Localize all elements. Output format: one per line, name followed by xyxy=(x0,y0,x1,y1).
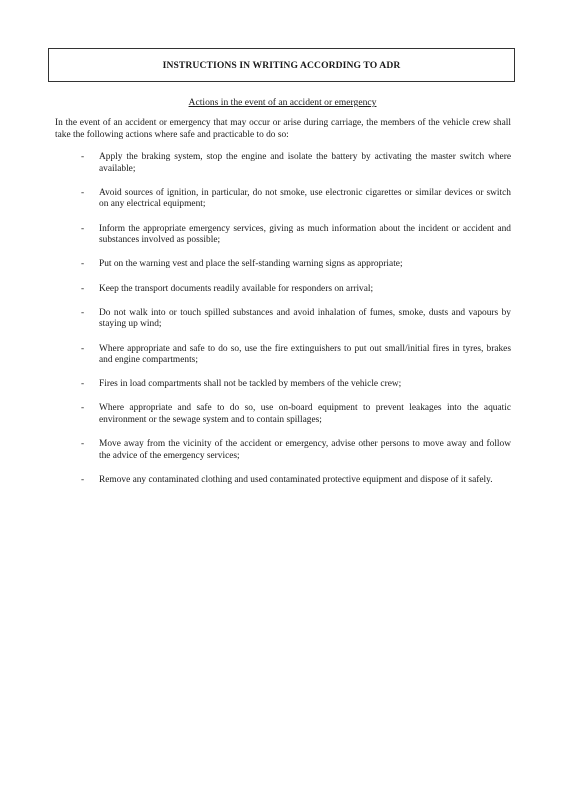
list-item xyxy=(55,152,511,175)
bullet-dash: - xyxy=(81,152,85,162)
list-item xyxy=(55,344,511,367)
list-item xyxy=(55,224,511,247)
action-text: Do not walk into or touch spilled substances and avoid inhalation of fumes, smoke, dusts and vapours by staying up wind; xyxy=(99,307,511,330)
list-item xyxy=(55,379,511,391)
list-item xyxy=(55,308,511,331)
bullet-dash: - xyxy=(81,259,85,270)
bullet-dash: - xyxy=(81,283,85,294)
bullet-dash: - xyxy=(81,307,85,318)
list-item xyxy=(55,259,511,271)
list-item xyxy=(55,284,511,296)
list-item xyxy=(55,403,511,426)
title-box xyxy=(48,48,515,82)
action-text: Fires in load compartments shall not be tackled by members of the vehicle crew; xyxy=(99,379,402,390)
bullet-dash: - xyxy=(81,223,85,234)
bullet-dash: - xyxy=(81,475,85,486)
bullet-dash: - xyxy=(81,187,85,198)
action-text: Inform the appropriate emergency services, giving as much information about the incident or accident and substances involved as possible; xyxy=(99,223,511,246)
action-text: Where appropriate and safe to do so, use on-board equipment to prevent leakages into the aquatic environment or the sewage system and to contain spillages; xyxy=(99,403,511,426)
bullet-dash: - xyxy=(81,343,85,354)
action-text: Apply the braking system, stop the engine and isolate the battery by activating the master switch where available; xyxy=(99,152,511,174)
action-text: Keep the transport documents readily available for responders on arrival; xyxy=(99,283,374,294)
section-subtitle: Actions in the event of an accident or emergency xyxy=(188,97,377,108)
action-text: Put on the warning vest and place the self-standing warning signs as appropriate; xyxy=(99,259,403,270)
bullet-dash: - xyxy=(81,403,85,414)
action-text: Avoid sources of ignition, in particular, do not smoke, use electronic cigarettes or similar devices or switch on any electrical equipment; xyxy=(99,187,511,210)
list-item xyxy=(55,439,511,462)
bullet-dash: - xyxy=(81,439,85,450)
action-text: Move away from the vicinity of the accident or emergency, advise other persons to move away and follow the advice of the emergency services; xyxy=(99,439,511,461)
list-item xyxy=(55,188,511,211)
action-text: Where appropriate and safe to do so, use the fire extinguishers to put out small/initial fires in tyres, brakes and engine compartments; xyxy=(99,343,511,366)
action-text: Remove any contaminated clothing and used contaminated protective equipment and dispose of it safely. xyxy=(99,475,493,486)
list-item xyxy=(55,475,511,487)
actions-list xyxy=(55,152,511,499)
intro-paragraph: In the event of an accident or emergency that may occur or arise during carriage, the members of the vehicle crew shall take the following actions where safe and practicable to do so: xyxy=(55,118,511,140)
document-title: INSTRUCTIONS IN WRITING ACCORDING TO ADR xyxy=(162,59,401,71)
bullet-dash: - xyxy=(81,379,85,390)
